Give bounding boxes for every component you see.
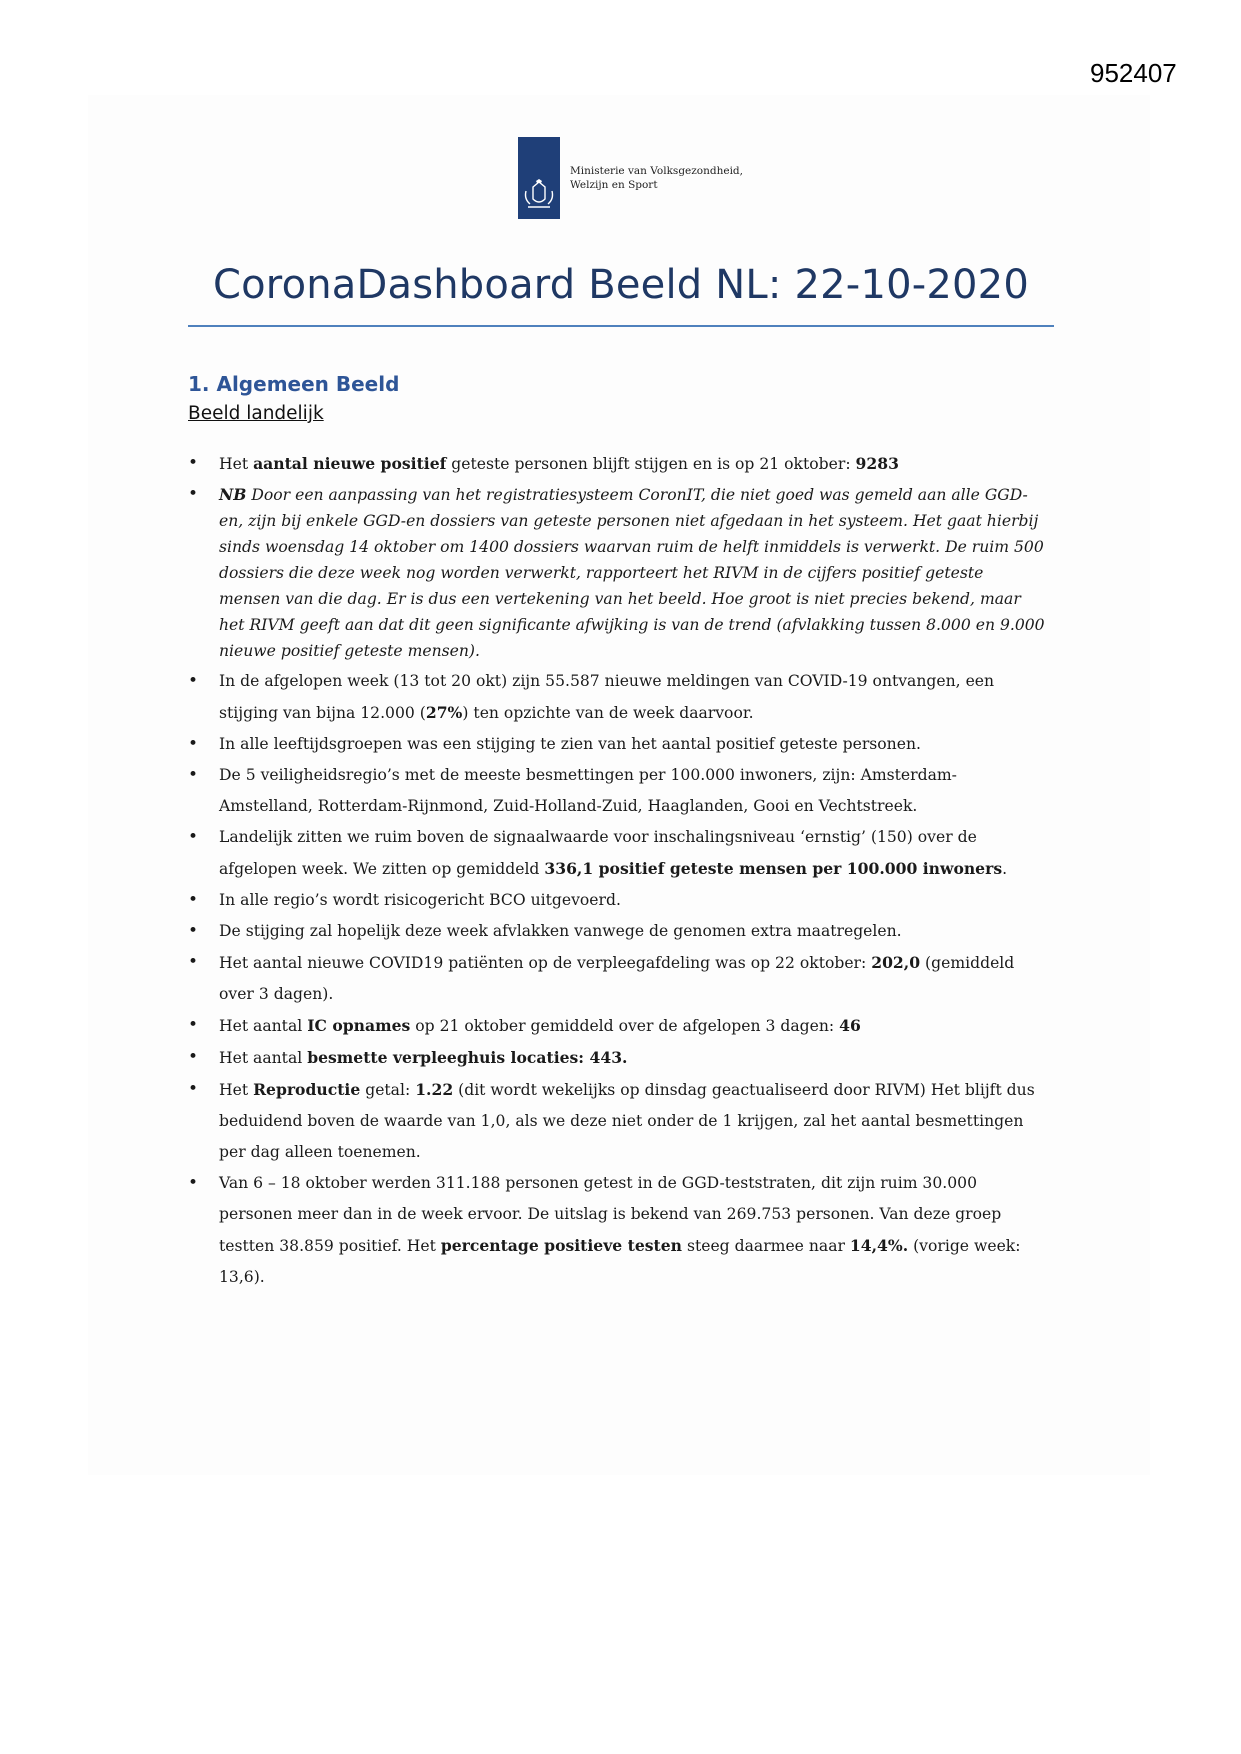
list-item: • In de afgelopen week (13 tot 20 okt) zijn 55.587 nieuwe meldingen van COVID-19 ontvangen, een stijging van bijna 12.000 (27%) ten opzichte van de week daarvoor. — [188, 666, 1048, 729]
document-number: 952407 — [1090, 58, 1177, 88]
list-item: • Van 6 – 18 oktober werden 311.188 personen getest in de GGD-teststraten, dit zijn ruim 30.000 personen meer dan in de week ervoor. De uitslag is bekend van 269.753 personen. Van deze groep testten 38.859 positief. Het percentage positieve testen steeg daarmee naar 14,4%. (vorige week: 13,6). — [188, 1168, 1048, 1293]
list-item: • Het aantal besmette verpleeghuis locaties: 443. — [188, 1042, 1048, 1074]
list-item: • De 5 veiligheidsregio’s met de meeste besmettingen per 100.000 inwoners, zijn: Amsterdam-Amstelland, Rotterdam-Rijnmond, Zuid-Holland-Zuid, Haaglanden, Gooi en Vechtstreek. — [188, 760, 1048, 822]
ministry-name-line1: Ministerie van Volksgezondheid, — [570, 165, 743, 177]
page-title: CoronaDashboard Beeld NL: 22-10-2020 — [213, 262, 1029, 308]
crest-icon — [518, 137, 560, 219]
list-item-note: • NB Door een aanpassing van het registratiesysteem CoronIT, die niet goed was gemeld aan alle GGD-en, zijn bij enkele GGD-en dossiers van geteste personen niet afgedaan in het systeem. Het gaat hierbij sinds woensdag 14 oktober om 1400 dossiers waarvan ruim de helft inmiddels is verwerkt. De ruim 500 dossiers die deze week nog worden verwerkt, rapporteert het RIVM in de cijfers positief geteste mensen van die dag. Er is dus een vertekening van het beeld. Hoe groot is niet precies bekend, maar het RIVM geeft aan dat dit geen significante afwijking is van de trend (afvlakking tussen 8.000 en 9.000 nieuwe positief geteste mensen). — [188, 480, 1048, 666]
list-item: • Het Reproductie getal: 1.22 (dit wordt wekelijks op dinsdag geactualiseerd door RIVM) Het blijft dus beduidend boven de waarde van 1,0, als we deze niet onder de 1 krijgen, zal het aantal besmettingen per dag alleen toenemen. — [188, 1074, 1048, 1168]
list-item: • Landelijk zitten we ruim boven de signaalwaarde voor inschalingsniveau ‘ernstig’ (150) over de afgelopen week. We zitten op gemiddeld 336,1 positief geteste mensen per 100.000 inwoners. — [188, 822, 1048, 885]
list-item: • De stijging zal hopelijk deze week afvlakken vanwege de genomen extra maatregelen. — [188, 916, 1048, 947]
list-item: • In alle regio’s wordt risicogericht BCO uitgevoerd. — [188, 885, 1048, 916]
section-subheading: Beeld landelijk — [188, 403, 324, 424]
bullet-list — [188, 448, 1048, 1293]
list-item: • Het aantal IC opnames op 21 oktober gemiddeld over de afgelopen 3 dagen: 46 — [188, 1010, 1048, 1042]
section-heading: 1. Algemeen Beeld — [188, 372, 400, 396]
list-item: • Het aantal nieuwe COVID19 patiënten op de verpleegafdeling was op 22 oktober: 202,0 (gemiddeld over 3 dagen). — [188, 947, 1048, 1010]
ministry-logo — [518, 137, 743, 219]
title-divider — [188, 325, 1054, 327]
list-item: • In alle leeftijdsgroepen was een stijging te zien van het aantal positief geteste personen. — [188, 729, 1048, 760]
list-item: • Het aantal nieuwe positief geteste personen blijft stijgen en is op 21 oktober: 9283 — [188, 448, 1048, 480]
ministry-name-line2: Welzijn en Sport — [570, 179, 658, 191]
